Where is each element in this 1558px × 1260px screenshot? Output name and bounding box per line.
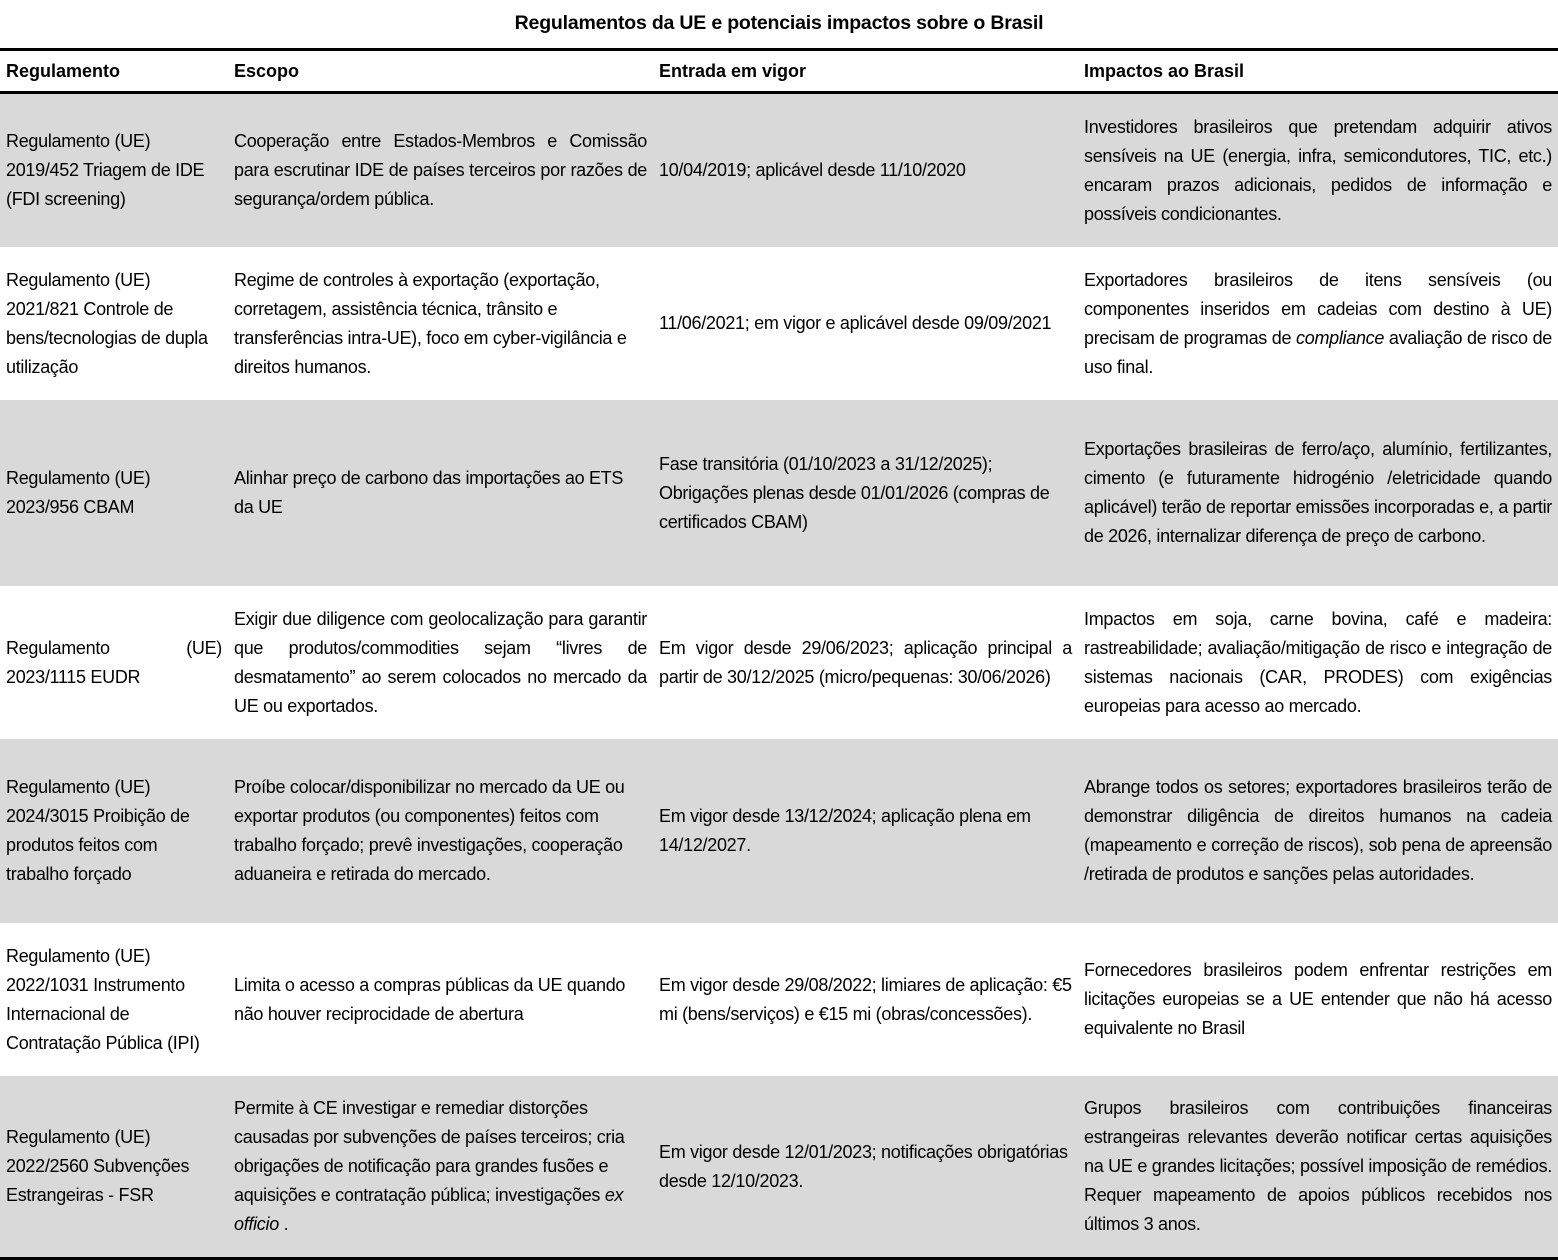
- cell-vigor: Em vigor desde 13/12/2024; aplicação plena em 14/12/2027.: [653, 739, 1078, 923]
- cell-regulamento: Regulamento (UE) 2024/3015 Proibição de produtos feitos com trabalho forçado: [0, 739, 228, 923]
- cell-text: .: [278, 1214, 289, 1234]
- cell-impactos: Grupos brasileiros com contribuições financeiras estrangeiras relevantes deverão notificar certas aquisições na UE e grandes licitações; possível imposição de remédios. Requer mapeamento de apoios públicos recebidos nos últimos 3 anos.: [1078, 1076, 1558, 1259]
- cell-escopo: [228, 1076, 653, 1259]
- cell-regulamento: Regulamento (UE) 2021/821 Controle de bens/tecnologias de dupla utilização: [6, 269, 208, 377]
- cell-emphasis: compliance: [1296, 327, 1385, 348]
- cell-impactos: Investidores brasileiros que pretendam adquirir ativos sensíveis na UE (energia, infra, semicondutores, TIC, etc.) encaram prazos adicionais, pedidos de informação e possíveis condicionantes.: [1078, 93, 1558, 248]
- header-impactos: Impactos ao Brasil: [1078, 50, 1558, 93]
- cell-text: Permite à CE investigar e remediar distorções causadas por subvenções de países terceiros; cria obrigações de notificação para grandes fusões e aquisições e contratação pública; investigações: [234, 1098, 625, 1205]
- header-row: [0, 50, 1558, 93]
- cell-vigor: Fase transitória (01/10/2023 a 31/12/2025); Obrigações plenas desde 01/01/2026 (compras de certificados CBAM): [653, 400, 1078, 586]
- table-row: [0, 739, 1558, 923]
- cell-regulamento: Regulamento (UE) 2023/1115 EUDR: [6, 637, 222, 687]
- cell-escopo: Proíbe colocar/disponibilizar no mercado da UE ou exportar produtos (ou componentes) feitos com trabalho forçado; prevê investigações, cooperação aduaneira e retirada do mercado.: [228, 739, 653, 923]
- cell-vigor: 11/06/2021; em vigor e aplicável desde 09/09/2021: [659, 313, 1052, 333]
- table-row: [0, 1076, 1558, 1259]
- cell-text: Exportadores brasileiros de itens sensíveis (ou componentes inseridos em cadeias com destino à UE) precisam de programas de: [1084, 269, 1552, 348]
- cell-text: avaliação de risco de uso final.: [1084, 327, 1552, 377]
- cell-vigor: Em vigor desde 29/08/2022; limiares de aplicação: €5 mi (bens/serviços) e €15 mi (obras/concessões).: [659, 974, 1072, 1024]
- cell-escopo: Cooperação entre Estados-Membros e Comissão para escrutinar IDE de países terceiros por razões de segurança/ordem pública.: [228, 93, 653, 248]
- table-row: [0, 923, 1558, 1076]
- cell-vigor: 10/04/2019; aplicável desde 11/10/2020: [653, 93, 1078, 248]
- table-title: Regulamentos da UE e potenciais impactos sobre o Brasil: [514, 12, 1044, 34]
- cell-impactos: Impactos em soja, carne bovina, café e madeira: rastreabilidade; avaliação/mitigação de risco e integração de sistemas nacionais (CAR, PRODES) com exigências europeias para acesso ao mercado.: [1084, 608, 1552, 716]
- table-row: [0, 586, 1558, 739]
- table-row: [0, 247, 1558, 400]
- cell-regulamento: Regulamento (UE) 2022/2560 Subvenções Estrangeiras - FSR: [0, 1076, 228, 1259]
- cell-emphasis: ex officio: [234, 1185, 624, 1234]
- header-entrada-em-vigor: Entrada em vigor: [653, 50, 1078, 93]
- table-row: [0, 400, 1558, 586]
- cell-regulamento: Regulamento (UE) 2022/1031 Instrumento Internacional de Contratação Pública (IPI): [6, 945, 200, 1053]
- header-regulamento: Regulamento: [0, 50, 228, 93]
- regulations-table: [0, 48, 1558, 1260]
- cell-impactos: Fornecedores brasileiros podem enfrentar restrições em licitações europeias se a UE entender que não há acesso equivalente no Brasil: [1084, 960, 1552, 1038]
- cell-escopo: Alinhar preço de carbono das importações ao ETS da UE: [228, 400, 653, 586]
- cell-impactos: [1078, 247, 1558, 400]
- cell-escopo: Limita o acesso a compras públicas da UE quando não houver reciprocidade de abertura: [234, 974, 626, 1024]
- cell-regulamento: Regulamento (UE) 2019/452 Triagem de IDE (FDI screening): [0, 93, 228, 248]
- cell-impactos: Exportações brasileiras de ferro/aço, alumínio, fertilizantes, cimento (e futuramente hidrogénio /eletricidade quando aplicável) terão de reportar emissões incorporadas e, a partir de 2026, internalizar diferença de preço de carbono.: [1078, 400, 1558, 586]
- header-escopo: Escopo: [228, 50, 653, 93]
- cell-escopo: Regime de controles à exportação (exportação, corretagem, assistência técnica, trânsito e transferências intra-UE), foco em cyber-vigilância e direitos humanos.: [234, 269, 627, 377]
- cell-impactos: Abrange todos os setores; exportadores brasileiros terão de demonstrar diligência de direitos humanos na cadeia (mapeamento e correção de riscos), sob pena de apreensão /retirada de produtos e sanções pelas autoridades.: [1078, 739, 1558, 923]
- cell-regulamento: Regulamento (UE) 2023/956 CBAM: [0, 400, 228, 586]
- table-row: [0, 93, 1558, 248]
- cell-escopo: Exigir due diligence com geolocalização para garantir que produtos/commodities sejam “livres de desmatamento” ao serem colocados no mercado da UE ou exportados.: [234, 608, 647, 716]
- cell-vigor: Em vigor desde 29/06/2023; aplicação principal a partir de 30/12/2025 (micro/pequenas: 30/06/2026): [659, 637, 1072, 687]
- cell-vigor: Em vigor desde 12/01/2023; notificações obrigatórias desde 12/10/2023.: [653, 1076, 1078, 1259]
